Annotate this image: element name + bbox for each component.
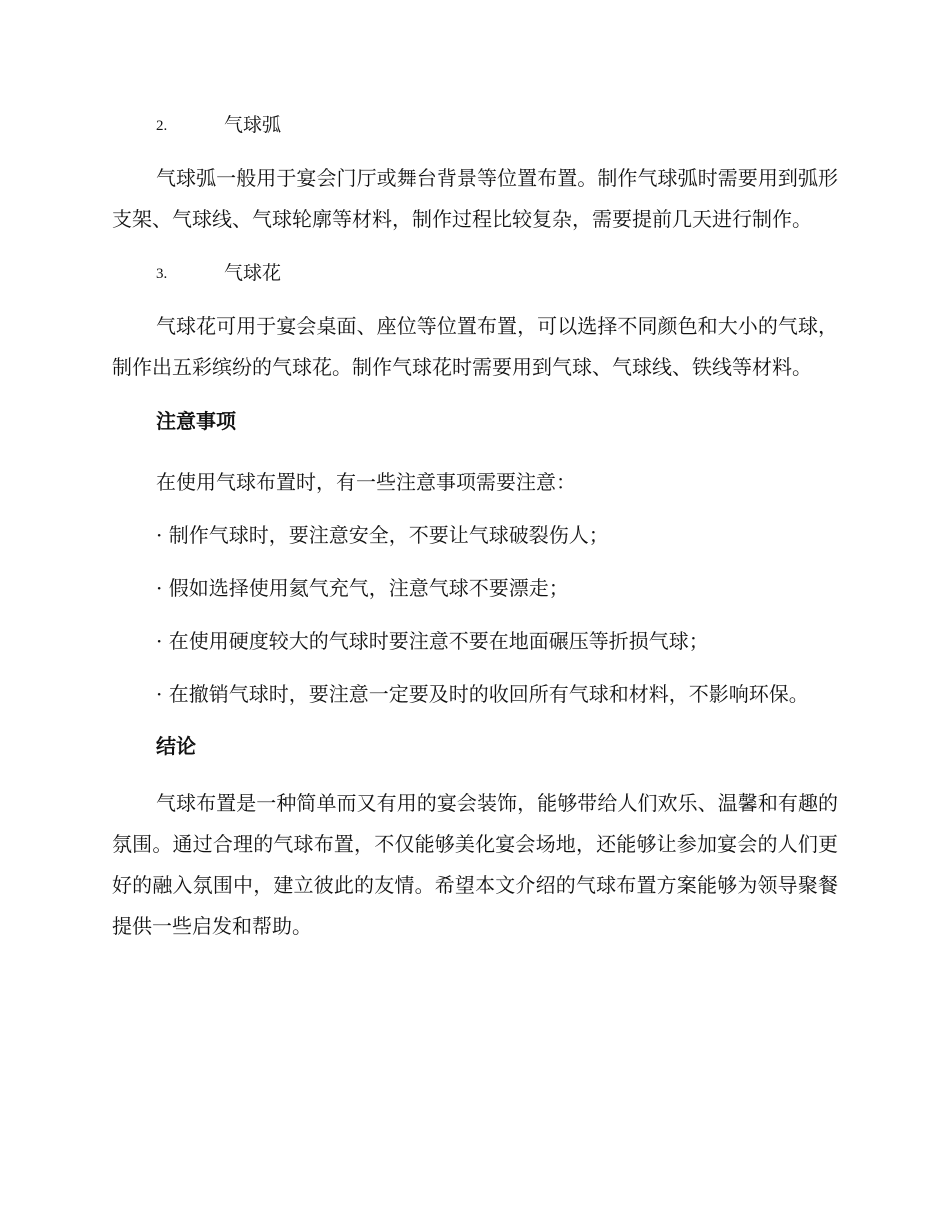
paragraph-balloon-flower: 气球花可用于宴会桌面、座位等位置布置，可以选择不同颜色和大小的气球，制作出五彩缤纷的气球花。制作气球花时需要用到气球、气球线、铁线等材料。 — [112, 314, 838, 379]
bullet-item: · 假如选择使用氦气充气，注意气球不要漂走； — [156, 576, 569, 600]
bullet-item: · 在撤销气球时，要注意一定要及时的收回所有气球和材料，不影响环保。 — [156, 682, 809, 706]
item-number: 3. — [156, 266, 168, 282]
list-item-balloon-flower — [112, 258, 838, 288]
document-body — [112, 110, 838, 947]
bullet-item: · 在使用硬度较大的气球时要注意不要在地面碾压等折损气球； — [156, 629, 709, 653]
item-title: 气球弧 — [224, 114, 282, 136]
bullet-item: · 制作气球时，要注意安全，不要让气球破裂伤人； — [156, 523, 609, 547]
item-number: 2. — [156, 118, 168, 134]
list-item-balloon-arch — [112, 110, 838, 140]
item-title: 气球花 — [224, 262, 282, 284]
section-heading-notes: 注意事项 — [156, 409, 236, 433]
paragraph-conclusion: 气球布置是一种简单而又有用的宴会装饰，能够带给人们欢乐、温馨和有趣的氛围。通过合理的气球布置，不仅能够美化宴会场地，还能够让参加宴会的人们更好的融入氛围中，建立彼此的友情。希望本文介绍的气球布置方案能够为领导聚餐提供一些启发和帮助。 — [112, 791, 838, 938]
paragraph-notes-intro: 在使用气球布置时，有一些注意事项需要注意： — [156, 470, 576, 494]
paragraph-balloon-arch: 气球弧一般用于宴会门厅或舞台背景等位置布置。制作气球弧时需要用到弧形支架、气球线、气球轮廓等材料，制作过程比较复杂，需要提前几天进行制作。 — [112, 166, 838, 231]
section-heading-conclusion: 结论 — [156, 734, 196, 758]
